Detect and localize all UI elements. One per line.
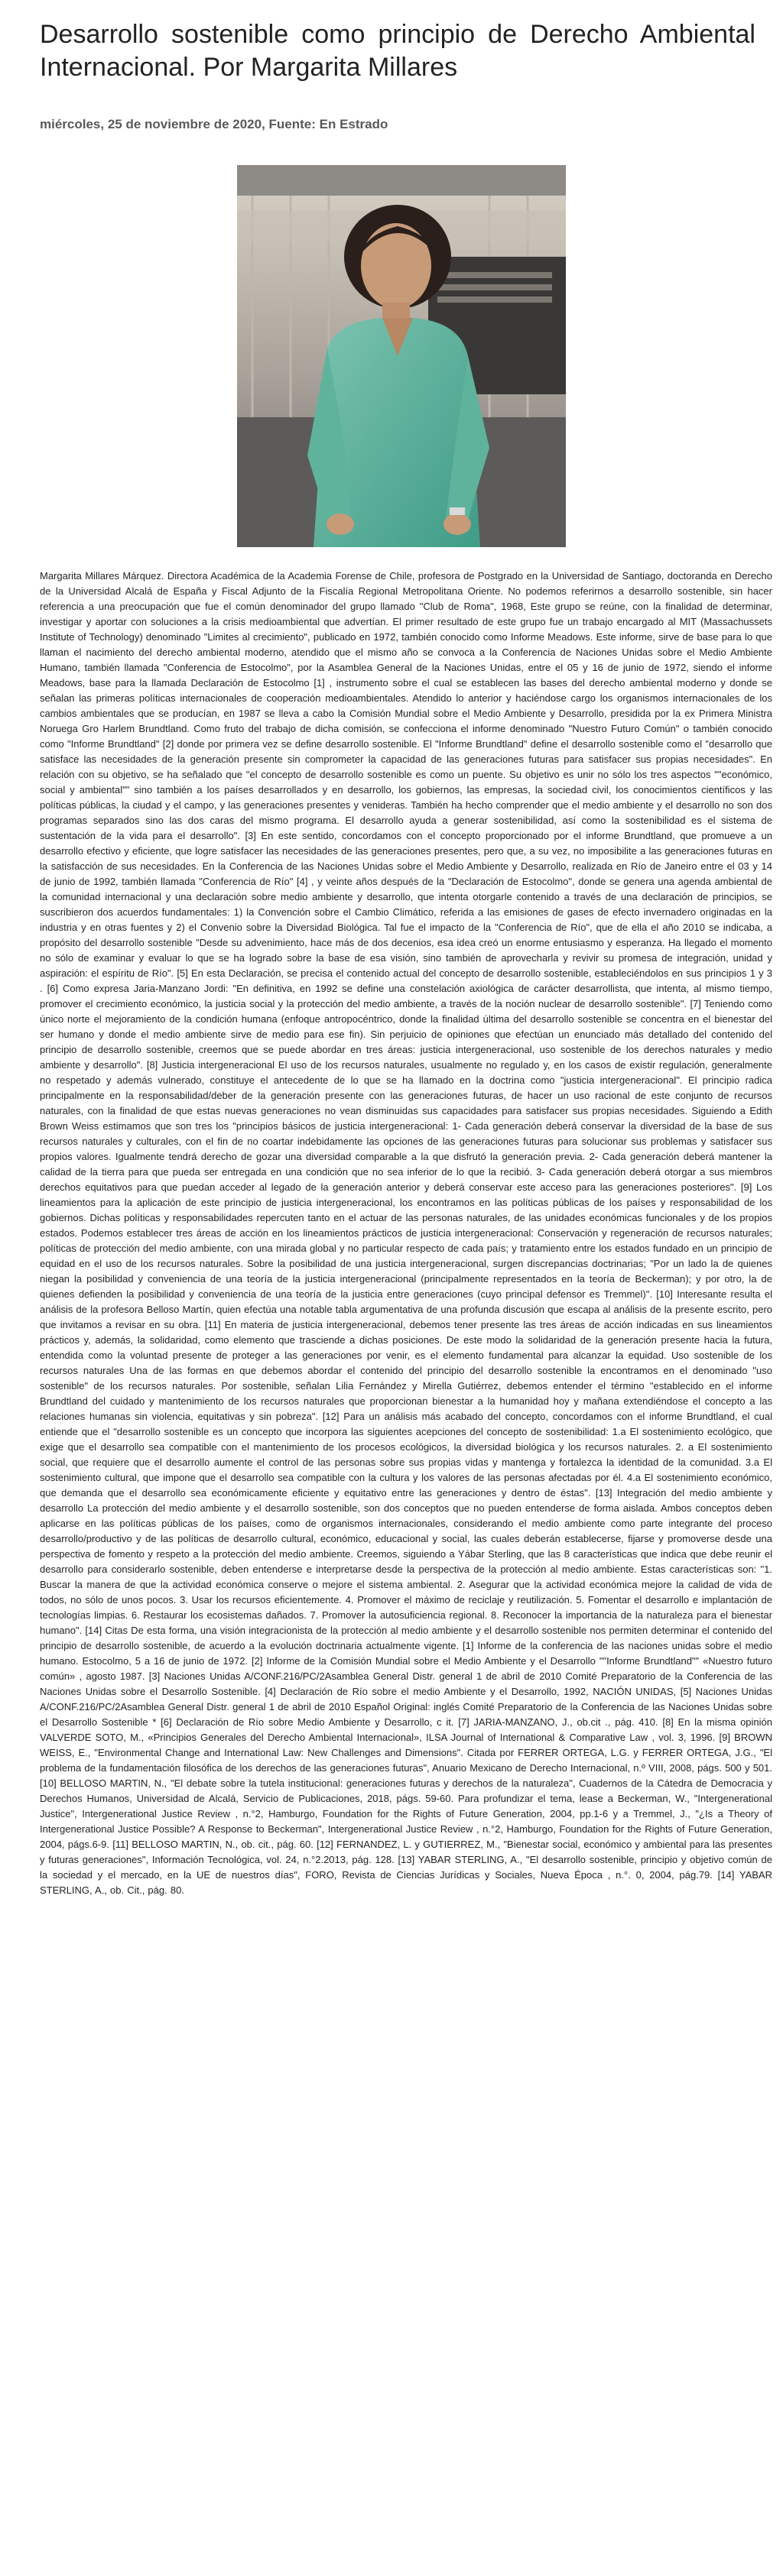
article-body <box>40 569 772 1898</box>
article-dateline: miércoles, 25 de noviembre de 2020, Fuente: En Estrado <box>40 117 388 131</box>
author-photo <box>237 165 566 547</box>
article-paragraph: Margarita Millares Márquez. Directora Académica de la Academia Forense de Chile, profesora de Postgrado en la Universidad de Santiago, doctoranda en Derecho de la Universidad Alcalá de España y Fiscal Adjunto de la Fiscalía Regional Metropolitana Oriente. No podemos referirnos a desarrollo sostenible, sin hacer referencia a una preocupación que fue el común denominador del grupo llamado "Club de Roma", 1968, Este grupo se reúne, con la finalidad de determinar, investigar y aportar con soluciones a la crisis medioambiental que advertían. El primer resultado de este grupo fue un trabajo encargado al MIT (Massachussets Institute of Technology) denominado "Limites al crecimiento", publicado en 1972, también conocido como Informe Meadows. Este informe, sirve de base para lo que llaman el nacimiento del derecho ambiental moderno, atendido que el mismo año se convoca a la Conferencia de Naciones Unidas sobre el Medio Ambiente Humano, también llamada "Conferencia de Estocolmo", por la Asamblea General de la Naciones Unidas, entre el 05 y 16 de junio de 1972, siendo el informe Meadows, base para la llamada Declaración de Estocolmo [1] , instrumento sobre el cual se establecen las bases del derecho ambiental moderno y donde se señalan las primeras políticas internacionales de cooperación medioambientales. Atendido lo anterior y haciéndose cargo los organismos internacionales de los cambios ambientales que se producían, en 1987 se lleva a cabo la Comisión Mundial sobre el Medio Ambiente y Desarrollo, presidida por la ex Primera Ministra Noruega Gro Harlem Brundtland. Como fruto del trabajo de dicha comisión, se confecciona el informe denominado "Nuestro Futuro Común" o también conocido como "Informe Brundtland" [2] donde por primera vez se define desarrollo sostenible. El "Informe Brundtland" define el desarrollo sostenible como el "desarrollo que satisface las necesidades de la generación presente sin comprometer la capacidad de las generaciones futuras para satisfacer sus propias necesidades". En relación con su objetivo, se ha señalado que "el concepto de desarrollo sostenible es como un puente. Su objetivo es unir no sólo los tres aspectos ""económico, social y ambiental"" sino también a los países desarrollados y en desarrollo, los gobiernos, las empresas, la sociedad civil, los conocimientos científicos y las políticas públicas, la ciudad y el campo, y las generaciones presentes y venideras. También ha hecho comprender que el medio ambiente y el desarrollo no son dos programas separados sino las dos caras del mismo programa. El desarrollo ayuda a generar sostenibilidad, así como la sostenibilidad es el sistema de sustentación de la vida para el desarrollo". [3] En este sentido, concordamos con el concepto proporcionado por el informe Brundtland, que promueve a un desarrollo efectivo y eficiente, que logre satisfacer las necesidades de las generaciones presentes, pero que, a su vez, no imposibilite a las generaciones futuras en la satisfacción de sus necesidades. En la Conferencia de las Naciones Unidas sobre el Medio Ambiente y Desarrollo, realizada en Río de Janeiro entre el 03 y 14 de junio de 1992, también llamada "Conferencia de Río" [4] , y veinte años después de la "Declaración de Estocolmo", donde se genera una agenda ambiental de la comunidad internacional y una declaración sobre medio ambiente y desarrollo, que intenta otorgarle contenido a través de una declaración de principios, se suscribieron dos acuerdos fundamentales: 1) la Convención sobre el Cambio Climático, referida a las emisiones de gases de efecto invernadero originadas en la industria y en otras fuentes y 2) el Convenio sobre la Diversidad Biológica. Tal fue el impacto de la "Conferencia de Río", que de ella el año 2010 se indicaba, a propósito del desarrollo sostenible "Desde su advenimiento, hace más de dos decenios, esa idea creó un enorme entusiasmo y esperanza. Ha llegado el momento no sólo de examinar y evaluar lo que se ha logrado sobre la base de esa visión, sino también de aprovecharla y revivir su promesa de integración, unidad y aspiración: el espíritu de Río". [5] En esta Declaración, se precisa el contenido actual del concepto de desarrollo sostenible, estableciéndolos en sus principios 1 y 3 . [6] Como expresa Jaria-Manzano Jordi: "En definitiva, en 1992 se define una constelación axiológica de carácter desarrollista, que intenta, al mismo tiempo, promover el crecimiento económico, la justicia social y la protección del medio ambiente, a través de la noción nuclear de desarrollo sostenible". [7] Teniendo como único norte el mejoramiento de la condición humana (enfoque antropocéntrico, donde la finalidad última del desarrollo sostenible se concentra en el bienestar del ser humano y donde el medio ambiente sirve de medio para ese fin). Sin perjuicio de opiniones que efectúan un enunciado más detallado del contenido del principio de desarrollo sostenible, creemos que se puede abordar en tres áreas: justicia intergeneracional, uso sostenible de los derechos naturales y medio ambiente y desarrollo". [8] Justicia intergeneracional El uso de los recursos naturales, usualmente no regulado y, en los casos de existir regulación, generalmente no respetado y además vulnerado, constituye el antecedente de lo que se ha llamado en la doctrina como "justicia intergeneracional". El principio radica principalmente en la responsabilidad/deber de la generación presente con las generaciones futuras, de hacer un uso racional de este conjunto de recursos naturales, con la finalidad de que estas nuevas generaciones no vean disminuidas sus capacidades para satisfacer sus propias necesidades. Siguiendo a Edith Brown Weiss estimamos que son tres los "principios básicos de justicia intergeneracional: 1- Cada generación deberá conservar la diversidad de la base de sus recursos naturales y culturales, con el fin de no coartar indebidamente las opciones de las generaciones futuras para solucionar sus problemas y satisfacer sus propios valores. Igualmente tendrá derecho de gozar una diversidad comparable a la que disfrutó la generación previa. 2- Cada generación deberá mantener la calidad de la tierra para que pueda ser entregada en una condición que no sea inferior de lo que la recibió. 3- Cada generación deberá otorgar a sus miembros derechos equitativos para que puedan acceder al legado de la generación anterior y deberá conservar este acceso para las generaciones posteriores". [9] Los lineamientos para la aplicación de este principio de justicia intergeneracional, los encontramos en las políticas públicas de los países y responsabilidad de los gobiernos. Dichas políticas y responsabilidades repercuten tanto en el actuar de las personas naturales, de las unidades económicas funcionales y de los propios estados. Podemos establecer tres áreas de acción en los lineamientos prácticos de justicia intergeneracional: Conservación y regeneración de recursos naturales; políticas de protección del medio ambiente, con una mirada global y no particular respecto de cada país; y tratamiento entre los estados fundado en un principio de equidad en el uso de los recursos naturales. Sobre la posibilidad de una justicia intergeneracional, surgen discrepancias doctrinarias; "Por un lado la de quienes niegan la posibilidad y conveniencia de una teoría de la justicia intergeneracional (principalmente representados en la teoría de Beckerman); y por otro, la de quienes defienden la posibilidad y conveniencia de una teoría de la justicia entre generaciones (cuyo principal defensor es Tremmel)". [10] Interesante resulta el análisis de la profesora Belloso Martín, quien efectúa una notable tabla argumentativa de una profunda discusión que escapa al análisis de la presente escrito, pero que invitamos a revisar en su obra. [11] En materia de justicia intergeneracional, debemos tener presente las tres áreas de acción indicadas en sus lineamientos prácticos y, además, la solidaridad, como elemento que trasciende a dichas posiciones. De este modo la solidaridad de la generación presente hacia la futura, entendida como la voluntad presente de proteger a las generaciones por venir, es el elemento fundamental para alcanzar la equidad. Uso sostenible de los recursos naturales Una de las formas en que debemos abordar el contenido del principio del desarrollo sostenible la encontramos en el denominado "uso sostenible" de los recursos naturales. Por sostenible, señalan Lilia Fernández y Mirella Gutiérrez, debemos entender el término "establecido en el informe Brundtland del cuidado y mantenimiento de los recursos naturales que proporcionan bienestar a la humanidad hoy y mañana extendiéndose el concepto a las relaciones humanas sin violencia, equitativas y sin pobreza". [12] Para un análisis más acabado del concepto, concordamos con el informe Brundtland, el cual entiende que el "desarrollo sostenible es un concepto que incorpora las siguientes acepciones del concepto de sostenibilidad: 1.a El sostenimiento ecológico, que exige que el desarrollo sea compatible con el mantenimiento de los procesos ecológicos, la diversidad biológica y los recursos naturales. 2. a El sostenimiento social, que requiere que el desarrollo aumente el control de las personas sobre sus propias vidas y mantenga y fortalezca la identidad de la comunidad. 3.a El sostenimiento cultural, que impone que el desarrollo sea compatible con la cultura y los valores de las personas afectadas por él. 4.a El sostenimiento económico, que demanda que el desarrollo sea económicamente eficiente y equitativo entre las generaciones y dentro de éstas". [13] Integración del medio ambiente y desarrollo La protección del medio ambiente y el desarrollo sostenible, son dos conceptos que no pueden entenderse de forma aislada. Ambos conceptos deben aplicarse en las políticas públicas de los países, como de organismos internacionales, considerando el medio ambiente como parte integrante del proceso desarrollo/productivo y de las políticas de desarrollo cultural, económico, educacional y social, las cuales deberán establecerse, fijarse y promoverse desde una perspectiva de fomento y respeto a la protección del medio ambiente. Creemos, siguiendo a Yábar Sterling, que las 8 características que indica que debe reunir el desarrollo para considerarlo sostenible, deben entenderse e interpretarse desde la perspectiva de la protección al medio ambiente. Estas características son: "1. Buscar la manera de que la actividad económica conserve o mejore el sistema ambiental. 2. Asegurar que la actividad económica mejore la calidad de vida de todos, no sólo de unos pocos. 3. Usar los recursos eficientemente. 4. Promover el máximo de reciclaje y reutilización. 5. Fomentar el desarrollo e implantación de tecnologías limpias. 6. Restaurar los ecosistemas dañados. 7. Promover la autosuficiencia regional. 8. Reconocer la importancia de la naturaleza para el bienestar humano". [14] Citas De esta forma, una visión integracionista de la protección al medio ambiente y el desarrollo sostenible nos permiten determinar el contenido del principio de desarrollo sostenible, de acuerdo a la evolución doctrinaria actualmente vigente. [1] Informe de la conferencia de las naciones unidas sobre el medio humano. Estocolmo, 5 a 16 de junio de 1972. [2] Informe de la Comisión Mundial sobre el Medio Ambiente y el Desarrollo ""Informe Brundtland"" «Nuestro futuro común» , agosto 1987. [3] Naciones Unidas A/CONF.216/PC/2Asamblea General Distr. general 1 de abril de 2010 Comité Preparatorio de la Conferencia de las Naciones Unidas sobre el Desarrollo Sostenible. [4] Declaración de Río sobre el medio Ambiente y el Desarrollo, 1992, NACIÓN UNIDAS, [5] Naciones Unidas A/CONF.216/PC/2Asamblea General Distr. general 1 de abril de 2010 Español Original: inglés Comité Preparatorio de la Conferencia de las Naciones Unidas sobre el Desarrollo Sostenible * [6] Declaración de Río sobre Medio Ambiente y Desarrollo, c it. [7] JARIA-MANZANO, J., ob.cit ., pág. 410. [8] En la misma opinión VALVERDE SOTO, M., «Principios Generales del Derecho Ambiental Internacional», ILSA Journal of International & Comparative Law , vol. 3, 1996. [9] BROWN WEISS, E., "Environmental Change and International Law: New Challenges and Dimensions". Citada por FERRER ORTEGA, L.G. y FERRER ORTEGA, J.G., "El problema de la fundamentación filosófica de los derechos de las generaciones futuras", Anuario Mexicano de Derecho Internacional, n.º VIII, 2008, págs. 500 y 501. [10] BELLOSO MARTIN, N., "El debate sobre la tutela institucional: generaciones futuras y derechos de la naturaleza", Cuadernos de la Cátedra de Democracia y Derechos Humanos, Universidad de Alcalá, Servicio de Publicaciones, 2018, págs. 59-60. Para profundizar el tema, lease a Beckerman, W., "Intergenerational Justice", Intergenerational Justice Review , n.°2, Hamburgo, Foundation for the Rights of Future Generation, 2004, pp.1-6 y a Tremmel, J., "¿Is a Theory of Intergenerational Justice Possible? A Response to Beckerman", Intergenerational Justice Review , n.°2, Hamburgo, Foundation for the Rights of Future Generation, 2004, págs.6-9. [11] BELLOSO MARTIN, N., ob. cit., pág. 60. [12] FERNANDEZ, L. y GUTIERREZ, M., "Bienestar social, económico y ambiental para las presentes y futuras generaciones", Información Tecnológica, vol. 24, n.°2.2013, pág. 128. [13] YABAR STERLING, A., "El desarrollo sostenible, principio y objetivo común de la sociedad y el mercado, en la UE de nuestros días", FORO, Revista de Ciencias Jurídicas y Sociales, Nueva Época , n.°. 0, 2004, pág.79. [14] YABAR STERLING, A., ob. Cit., pág. 80. <box>40 570 772 1896</box>
portrait-photo-icon <box>237 165 566 547</box>
article-title: Desarrollo sostenible como principio de Derecho Ambiental Internacional. Por Margarita Millares <box>40 20 755 82</box>
